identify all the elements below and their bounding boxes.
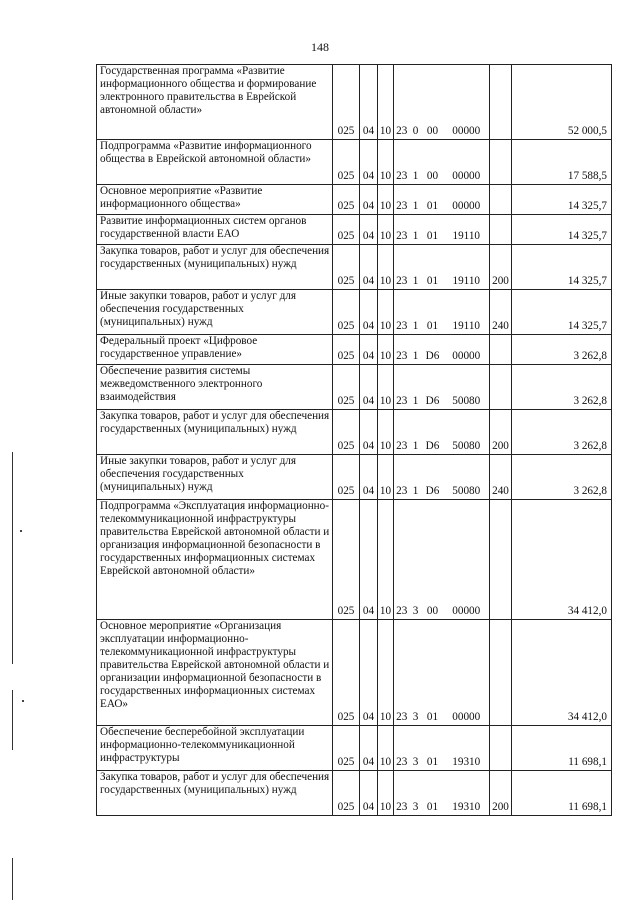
amount: 11 698,1 xyxy=(512,771,612,816)
expense-type-code xyxy=(490,185,512,215)
table-row xyxy=(97,245,612,290)
subprogram-code: 3 xyxy=(410,620,422,726)
program-code: 23 xyxy=(394,185,410,215)
table-row xyxy=(97,335,612,365)
program-code: 23 xyxy=(394,620,410,726)
row-name: Развитие информационных систем органов государственной власти ЕАО xyxy=(97,215,333,245)
direction-code: 00000 xyxy=(444,500,490,620)
section-code: 04 xyxy=(360,365,378,410)
subprogram-code: 1 xyxy=(410,455,422,500)
ministry-code: 025 xyxy=(333,455,360,500)
amount: 3 262,8 xyxy=(512,410,612,455)
ministry-code: 025 xyxy=(333,620,360,726)
event-code: 01 xyxy=(422,245,444,290)
subprogram-code: 1 xyxy=(410,335,422,365)
table-row xyxy=(97,726,612,771)
amount: 52 000,5 xyxy=(512,65,612,140)
subprogram-code: 1 xyxy=(410,365,422,410)
subsection-code: 10 xyxy=(378,365,394,410)
table-row xyxy=(97,185,612,215)
expense-type-code: 200 xyxy=(490,771,512,816)
expense-type-code: 200 xyxy=(490,410,512,455)
row-name: Государственная программа «Развитие информационного общества и формирование электронного правительства в Еврейской автономной области» xyxy=(97,65,333,140)
row-name: Подпрограмма «Эксплуатация информационно-телекоммуникационной инфраструктуры правительства Еврейской автономной области и организация информационной безопасности в государственных информационных системах Еврейской автономной области» xyxy=(97,500,333,620)
event-code: 01 xyxy=(422,771,444,816)
ministry-code: 025 xyxy=(333,215,360,245)
margin-line xyxy=(12,858,13,900)
row-name: Основное мероприятие «Развитие информационного общества» xyxy=(97,185,333,215)
section-code: 04 xyxy=(360,620,378,726)
table-row xyxy=(97,290,612,335)
expense-type-code xyxy=(490,335,512,365)
expense-type-code xyxy=(490,365,512,410)
subsection-code: 10 xyxy=(378,620,394,726)
ministry-code: 025 xyxy=(333,726,360,771)
ministry-code: 025 xyxy=(333,771,360,816)
budget-table xyxy=(96,64,612,816)
event-code: D6 xyxy=(422,335,444,365)
direction-code: 00000 xyxy=(444,185,490,215)
table-row xyxy=(97,455,612,500)
subprogram-code: 1 xyxy=(410,410,422,455)
ministry-code: 025 xyxy=(333,500,360,620)
subsection-code: 10 xyxy=(378,455,394,500)
row-name: Иные закупки товаров, работ и услуг для обеспечения государственных (муниципальных) нужд xyxy=(97,455,333,500)
direction-code: 19310 xyxy=(444,726,490,771)
amount: 14 325,7 xyxy=(512,215,612,245)
margin-line xyxy=(12,690,13,750)
ministry-code: 025 xyxy=(333,410,360,455)
section-code: 04 xyxy=(360,726,378,771)
subsection-code: 10 xyxy=(378,140,394,185)
program-code: 23 xyxy=(394,500,410,620)
ministry-code: 025 xyxy=(333,140,360,185)
direction-code: 00000 xyxy=(444,620,490,726)
amount: 17 588,5 xyxy=(512,140,612,185)
expense-type-code xyxy=(490,65,512,140)
program-code: 23 xyxy=(394,245,410,290)
table-row xyxy=(97,215,612,245)
table-row xyxy=(97,410,612,455)
section-code: 04 xyxy=(360,771,378,816)
row-name: Подпрограмма «Развитие информационного общества в Еврейской автономной области» xyxy=(97,140,333,185)
subprogram-code: 1 xyxy=(410,245,422,290)
table-body xyxy=(97,65,612,816)
event-code: D6 xyxy=(422,410,444,455)
event-code: 00 xyxy=(422,140,444,185)
ministry-code: 025 xyxy=(333,365,360,410)
direction-code: 00000 xyxy=(444,65,490,140)
event-code: 01 xyxy=(422,620,444,726)
margin-line xyxy=(12,452,13,664)
subsection-code: 10 xyxy=(378,335,394,365)
amount: 3 262,8 xyxy=(512,335,612,365)
ministry-code: 025 xyxy=(333,290,360,335)
row-name: Закупка товаров, работ и услуг для обеспечения государственных (муниципальных) нужд xyxy=(97,410,333,455)
event-code: 01 xyxy=(422,185,444,215)
margin-dot xyxy=(20,530,22,532)
direction-code: 50080 xyxy=(444,410,490,455)
table-row xyxy=(97,365,612,410)
expense-type-code xyxy=(490,140,512,185)
row-name: Федеральный проект «Цифровое государственное управление» xyxy=(97,335,333,365)
program-code: 23 xyxy=(394,65,410,140)
subsection-code: 10 xyxy=(378,290,394,335)
section-code: 04 xyxy=(360,185,378,215)
row-name: Обеспечение развития системы межведомственного электронного взаимодействия xyxy=(97,365,333,410)
table-row xyxy=(97,500,612,620)
expense-type-code: 240 xyxy=(490,455,512,500)
amount: 3 262,8 xyxy=(512,455,612,500)
row-name: Основное мероприятие «Организация эксплуатации информационно-телекоммуникационной инфраструктуры правительства Еврейской автономной области и организации информационной безопасности в государственных информационных системах ЕАО» xyxy=(97,620,333,726)
ministry-code: 025 xyxy=(333,245,360,290)
direction-code: 50080 xyxy=(444,455,490,500)
program-code: 23 xyxy=(394,290,410,335)
event-code: 01 xyxy=(422,215,444,245)
row-name: Иные закупки товаров, работ и услуг для обеспечения государственных (муниципальных) нужд xyxy=(97,290,333,335)
subsection-code: 10 xyxy=(378,726,394,771)
expense-type-code xyxy=(490,620,512,726)
program-code: 23 xyxy=(394,215,410,245)
section-code: 04 xyxy=(360,500,378,620)
ministry-code: 025 xyxy=(333,65,360,140)
event-code: 00 xyxy=(422,65,444,140)
event-code: D6 xyxy=(422,365,444,410)
amount: 14 325,7 xyxy=(512,290,612,335)
section-code: 04 xyxy=(360,140,378,185)
program-code: 23 xyxy=(394,455,410,500)
event-code: D6 xyxy=(422,455,444,500)
subsection-code: 10 xyxy=(378,771,394,816)
subsection-code: 10 xyxy=(378,500,394,620)
direction-code: 19110 xyxy=(444,215,490,245)
amount: 3 262,8 xyxy=(512,365,612,410)
direction-code: 19110 xyxy=(444,290,490,335)
subsection-code: 10 xyxy=(378,245,394,290)
expense-type-code xyxy=(490,500,512,620)
section-code: 04 xyxy=(360,290,378,335)
section-code: 04 xyxy=(360,65,378,140)
section-code: 04 xyxy=(360,245,378,290)
page-number: 148 xyxy=(311,40,329,54)
program-code: 23 xyxy=(394,335,410,365)
program-code: 23 xyxy=(394,771,410,816)
subprogram-code: 3 xyxy=(410,771,422,816)
expense-type-code: 200 xyxy=(490,245,512,290)
row-name: Обеспечение бесперебойной эксплуатации информационно-телекоммуникационной инфраструктуры xyxy=(97,726,333,771)
subprogram-code: 1 xyxy=(410,215,422,245)
subsection-code: 10 xyxy=(378,215,394,245)
subprogram-code: 3 xyxy=(410,726,422,771)
subsection-code: 10 xyxy=(378,185,394,215)
table-row xyxy=(97,65,612,140)
event-code: 00 xyxy=(422,500,444,620)
section-code: 04 xyxy=(360,215,378,245)
program-code: 23 xyxy=(394,410,410,455)
subprogram-code: 3 xyxy=(410,500,422,620)
program-code: 23 xyxy=(394,140,410,185)
table-row xyxy=(97,140,612,185)
subprogram-code: 1 xyxy=(410,140,422,185)
row-name: Закупка товаров, работ и услуг для обеспечения государственных (муниципальных) нужд xyxy=(97,771,333,816)
direction-code: 00000 xyxy=(444,335,490,365)
amount: 34 412,0 xyxy=(512,500,612,620)
direction-code: 19110 xyxy=(444,245,490,290)
table-row xyxy=(97,620,612,726)
expense-type-code xyxy=(490,215,512,245)
direction-code: 50080 xyxy=(444,365,490,410)
amount: 34 412,0 xyxy=(512,620,612,726)
subprogram-code: 0 xyxy=(410,65,422,140)
direction-code: 00000 xyxy=(444,140,490,185)
row-name: Закупка товаров, работ и услуг для обеспечения государственных (муниципальных) нужд xyxy=(97,245,333,290)
program-code: 23 xyxy=(394,726,410,771)
table-row xyxy=(97,771,612,816)
margin-dot xyxy=(22,700,24,702)
amount: 14 325,7 xyxy=(512,245,612,290)
event-code: 01 xyxy=(422,290,444,335)
subsection-code: 10 xyxy=(378,410,394,455)
subprogram-code: 1 xyxy=(410,290,422,335)
event-code: 01 xyxy=(422,726,444,771)
direction-code: 19310 xyxy=(444,771,490,816)
subprogram-code: 1 xyxy=(410,185,422,215)
amount: 14 325,7 xyxy=(512,185,612,215)
ministry-code: 025 xyxy=(333,185,360,215)
section-code: 04 xyxy=(360,335,378,365)
program-code: 23 xyxy=(394,365,410,410)
subsection-code: 10 xyxy=(378,65,394,140)
section-code: 04 xyxy=(360,410,378,455)
amount: 11 698,1 xyxy=(512,726,612,771)
expense-type-code xyxy=(490,726,512,771)
section-code: 04 xyxy=(360,455,378,500)
expense-type-code: 240 xyxy=(490,290,512,335)
ministry-code: 025 xyxy=(333,335,360,365)
